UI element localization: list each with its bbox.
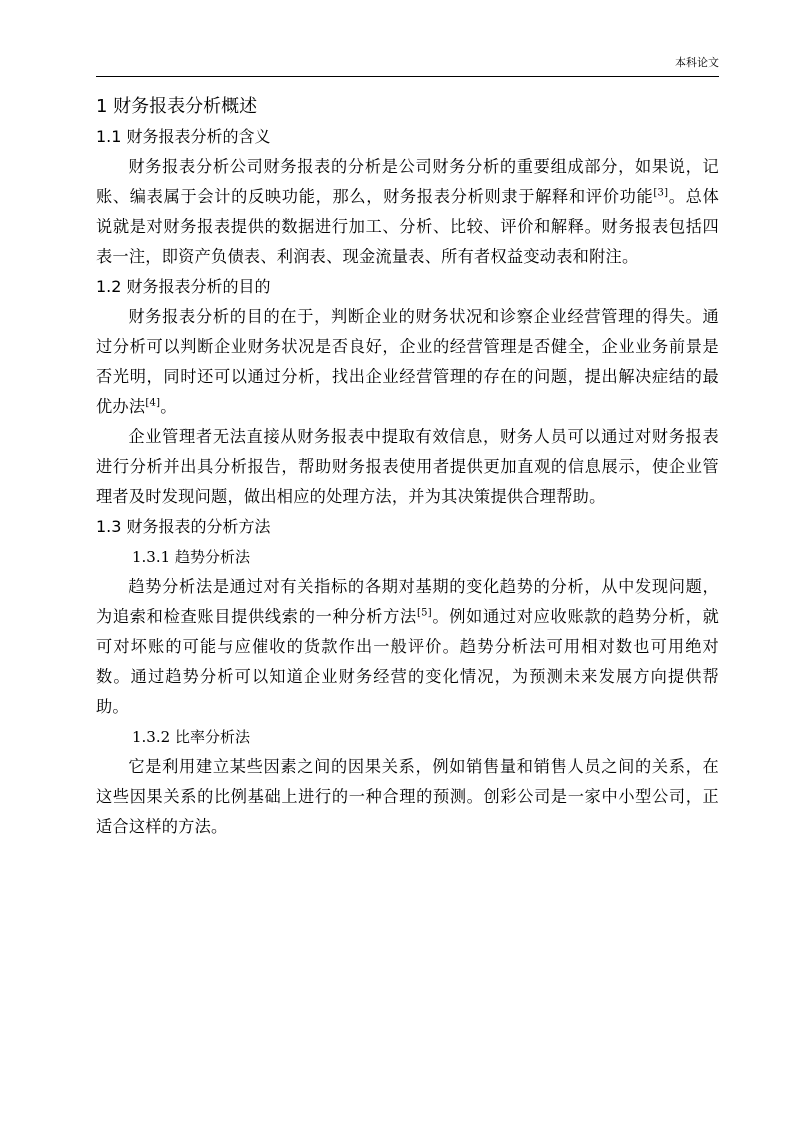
paragraph: 财务报表分析的目的在于，判断企业的财务状况和诊察企业经营管理的得失。通过分析可以判断企业财务状况是否良好，企业的经营管理是否健全，企业业务前景是否光明，同时还可以通过分析，找出企业经营管理的存在的问题，提出解决症结的最优办法[4]。 (96, 307, 719, 416)
citation: [5] (416, 607, 432, 619)
document-body (96, 92, 719, 842)
citation: [3] (653, 187, 669, 199)
subsection-heading-1-3-2: 1.3.2 比率分析法 (132, 728, 250, 746)
paragraph: 它是利用建立某些因素之间的因果关系，例如销售量和销售人员之间的关系，在这些因果关系的比例基础上进行的一种合理的预测。创彩公司是一家中小型公司，正适合这样的方法。 (96, 757, 719, 836)
section-heading-1-1: 1.1 财务报表分析的含义 (96, 127, 271, 146)
section-heading-1-2: 1.2 财务报表分析的目的 (96, 277, 271, 296)
header-label: 本科论文 (675, 56, 719, 69)
paragraph: 财务报表分析公司财务报表的分析是公司财务分析的重要组成部分，如果说，记账、编表属于会计的反映功能，那么，财务报表分析则隶于解释和评价功能[3]。总体说就是对财务报表提供的数据进行加工、分析、比较、评价和解释。财务报表包括四表一注，即资产负债表、利润表、现金流量表、所有者权益变动表和附注。 (96, 157, 720, 266)
paragraph: 企业管理者无法直接从财务报表中提取有效信息，财务人员可以通过对财务报表进行分析并出具分析报告，帮助财务报表使用者提供更加直观的信息展示，使企业管理者及时发现问题，做出相应的处理方法，并为其决策提供合理帮助。 (96, 427, 719, 506)
page-header (96, 52, 719, 77)
subsection-heading-1-3-1: 1.3.1 趋势分析法 (132, 548, 250, 566)
section-heading-1: 1 财务报表分析概述 (96, 96, 258, 117)
citation: [4] (145, 397, 161, 409)
section-heading-1-3: 1.3 财务报表的分析方法 (96, 517, 271, 536)
paragraph: 趋势分析法是通过对有关指标的各期对基期的变化趋势的分析，从中发现问题，为追索和检查账目提供线索的一种分析方法[5]。例如通过对应收账款的趋势分析，就可对坏账的可能与应催收的货款作出一般评价。趋势分析法可用相对数也可用绝对数。通过趋势分析可以知道企业财务经营的变化情况，为预测未来发展方向提供帮助。 (96, 577, 720, 716)
